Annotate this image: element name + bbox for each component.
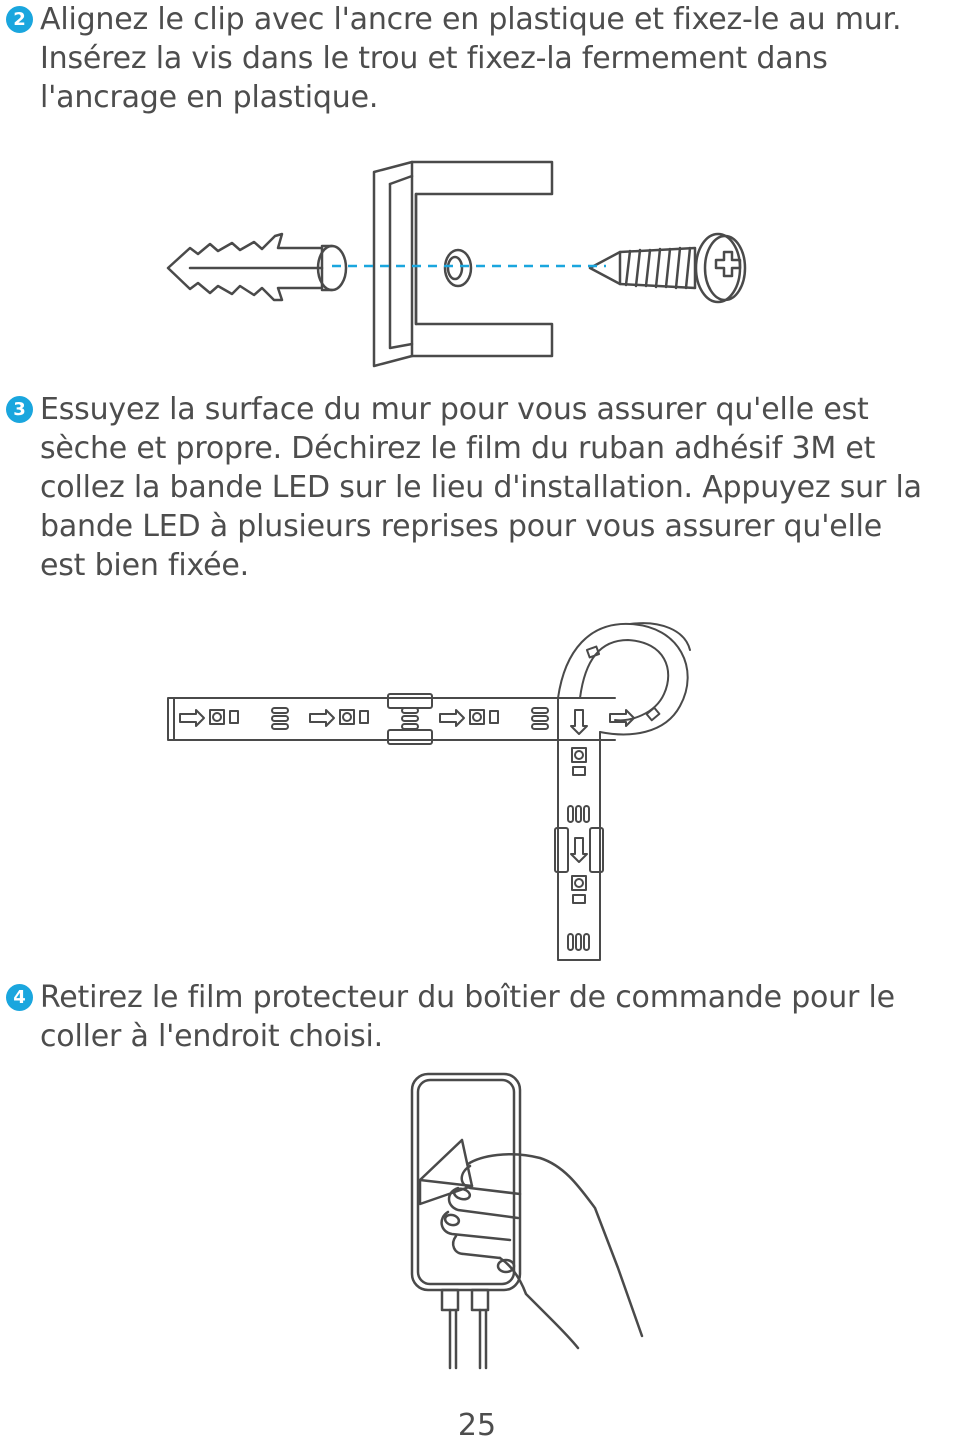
arrow-right-icon [440,710,464,726]
solder-pads-icon [568,934,589,950]
step-number-badge: 2 [6,6,33,33]
arrow-right-icon [310,710,334,726]
text-line: Alignez le clip avec l'ancre en plastique et fixez-le au mur. [40,2,902,37]
solder-pads-icon [568,806,589,822]
text-line: l'ancrage en plastique. [40,80,379,115]
solder-pads-icon [402,708,418,729]
solder-pads-icon [532,708,548,729]
arrow-right-icon [180,710,204,726]
led-chip-icon [470,710,498,724]
wall-clip-icon [374,162,552,366]
text-line: Retirez le film protecteur du boîtier de commande pour le [40,980,895,1015]
step-number-badge: 4 [6,984,33,1011]
step-4-text [40,978,952,1056]
led-chip-icon [210,710,238,724]
step-number-badge: 3 [6,396,33,423]
led-chip-icon [572,876,586,903]
led-chip-icon [572,748,586,775]
page-number: 25 [457,1408,497,1443]
solder-pads-icon [272,708,288,729]
text-line: bande LED à plusieurs reprises pour vous assurer qu'elle [40,509,883,544]
arrow-down-icon [571,838,587,862]
clip-anchor-screw-illustration [150,150,770,380]
step-2-text [40,0,952,117]
text-line: est bien fixée. [40,548,249,583]
screw-icon [590,234,745,302]
arrow-down-icon [571,710,587,734]
led-chip-icon [340,710,368,724]
text-line: Essuyez la surface du mur pour vous assurer qu'elle est [40,392,869,427]
plastic-anchor-icon [168,234,346,300]
control-box-icon [412,1074,520,1368]
step-3-text [40,390,952,585]
arrow-right-icon [610,710,634,726]
text-line: sèche et propre. Déchirez le film du ruban adhésif 3M et [40,431,876,466]
text-line: Insérez la vis dans le trou et fixez-la fermement dans [40,41,828,76]
text-line: coller à l'endroit choisi. [40,1019,384,1054]
control-box-hand-illustration [400,1068,660,1378]
led-strip-illustration [160,610,700,970]
text-line: collez la bande LED sur le lieu d'installation. Appuyez sur la [40,470,922,505]
